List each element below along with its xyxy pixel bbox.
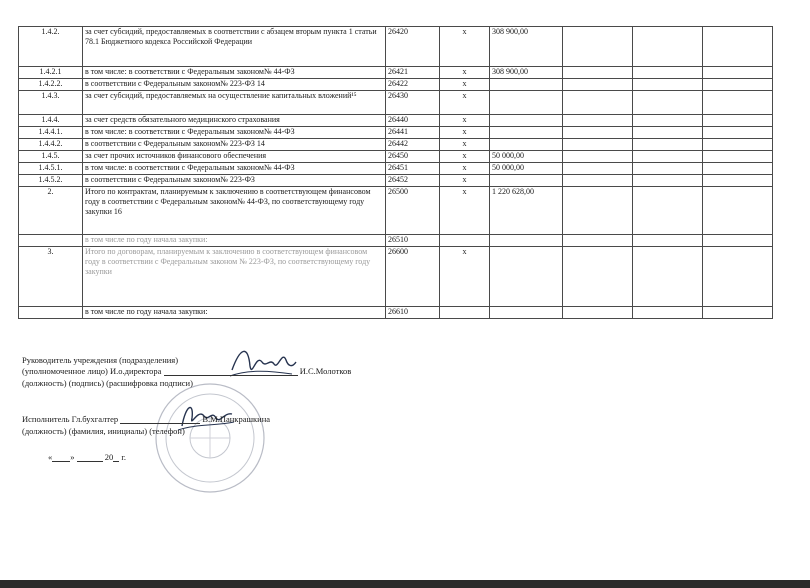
executor-signature-line bbox=[120, 414, 200, 424]
row-description: в соответствии с Федеральным законом№ 223-ФЗ 14 bbox=[83, 139, 386, 151]
head-title: Руководитель учреждения (подразделения) bbox=[22, 355, 179, 365]
row-description: Итого по договорам, планируемым к заключению в соответствующем финансовом году в соответствии с Федеральным законом № 223-ФЗ, по соответствующему году закупки bbox=[83, 247, 386, 307]
scan-bottom-edge bbox=[0, 580, 810, 588]
row-amount bbox=[490, 139, 563, 151]
row-number: 1.4.2.2. bbox=[19, 79, 83, 91]
row-number: 3. bbox=[19, 247, 83, 307]
director-signature-icon bbox=[226, 340, 298, 384]
row-description: за счет средств обязательного медицинского страхования bbox=[83, 115, 386, 127]
table-row bbox=[19, 247, 773, 307]
table-row bbox=[19, 307, 773, 319]
row-number bbox=[19, 307, 83, 319]
executor-line bbox=[22, 414, 270, 424]
plan-table bbox=[18, 26, 773, 319]
row-mark: x bbox=[440, 127, 490, 139]
row-mark: x bbox=[440, 163, 490, 175]
row-empty-cell bbox=[633, 175, 703, 187]
row-empty-cell bbox=[563, 187, 633, 235]
row-number: 1.4.3. bbox=[19, 91, 83, 115]
head-caption: (должность) (подпись) (расшифровка подписи) bbox=[22, 378, 193, 388]
row-empty-cell bbox=[633, 151, 703, 163]
date-day-blank bbox=[52, 452, 70, 462]
date-close-quote: » bbox=[70, 452, 75, 462]
row-code: 26500 bbox=[386, 187, 440, 235]
row-code: 26441 bbox=[386, 127, 440, 139]
row-amount bbox=[490, 175, 563, 187]
row-empty-cell bbox=[563, 139, 633, 151]
row-number: 1.4.4.1. bbox=[19, 127, 83, 139]
row-code: 26420 bbox=[386, 27, 440, 67]
row-mark: x bbox=[440, 79, 490, 91]
row-code: 26442 bbox=[386, 139, 440, 151]
row-amount bbox=[490, 127, 563, 139]
table-row bbox=[19, 127, 773, 139]
row-description: за счет прочих источников финансового обеспечения bbox=[83, 151, 386, 163]
row-empty-cell bbox=[563, 127, 633, 139]
row-description: в том числе: в соответствии с Федеральным законом№ 44-ФЗ bbox=[83, 163, 386, 175]
table-row bbox=[19, 175, 773, 187]
row-empty-cell bbox=[633, 163, 703, 175]
row-empty-cell bbox=[563, 151, 633, 163]
row-amount bbox=[490, 91, 563, 115]
row-description: в том числе по году начала закупки: bbox=[83, 307, 386, 319]
date-year-blank bbox=[113, 452, 119, 462]
row-empty-cell bbox=[703, 79, 773, 91]
row-code: 26430 bbox=[386, 91, 440, 115]
row-description: в соответствии с Федеральным законом№ 223-ФЗ 14 bbox=[83, 79, 386, 91]
date-year: 20 bbox=[104, 452, 114, 462]
row-description: Итого по контрактам, планируемым к заключению в соответствующем финансовом году в соответствии с Федеральным законом№ 44-ФЗ, по соответствующему году закупки 16 bbox=[83, 187, 386, 235]
row-code: 26422 bbox=[386, 79, 440, 91]
row-empty-cell bbox=[563, 79, 633, 91]
table-row bbox=[19, 79, 773, 91]
row-empty-cell bbox=[703, 247, 773, 307]
row-empty-cell bbox=[563, 163, 633, 175]
row-mark: x bbox=[440, 187, 490, 235]
row-amount: 50 000,00 bbox=[490, 151, 563, 163]
row-amount: 1 220 628,00 bbox=[490, 187, 563, 235]
row-mark: x bbox=[440, 115, 490, 127]
row-empty-cell bbox=[633, 115, 703, 127]
row-amount: 308 900,00 bbox=[490, 27, 563, 67]
row-amount: 308 900,00 bbox=[490, 67, 563, 79]
row-code: 26510 bbox=[386, 235, 440, 247]
row-description: в соответствии с Федеральным законом№ 223-ФЗ bbox=[83, 175, 386, 187]
row-empty-cell bbox=[563, 91, 633, 115]
row-number: 1.4.4. bbox=[19, 115, 83, 127]
row-empty-cell bbox=[703, 139, 773, 151]
row-code: 26610 bbox=[386, 307, 440, 319]
executor-position: Исполнитель Гл.бухгалтер bbox=[22, 414, 119, 424]
row-empty-cell bbox=[633, 307, 703, 319]
row-mark: x bbox=[440, 91, 490, 115]
table-row bbox=[19, 91, 773, 115]
row-empty-cell bbox=[703, 151, 773, 163]
row-empty-cell bbox=[563, 67, 633, 79]
row-code: 26421 bbox=[386, 67, 440, 79]
table-row bbox=[19, 115, 773, 127]
row-empty-cell bbox=[703, 307, 773, 319]
table-row bbox=[19, 67, 773, 79]
date-open-quote: « bbox=[48, 452, 53, 462]
date-line bbox=[48, 452, 126, 462]
table-row bbox=[19, 139, 773, 151]
row-code: 26452 bbox=[386, 175, 440, 187]
row-empty-cell bbox=[703, 127, 773, 139]
row-number: 1.4.5.2. bbox=[19, 175, 83, 187]
row-empty-cell bbox=[633, 235, 703, 247]
row-empty-cell bbox=[633, 139, 703, 151]
row-code: 26600 bbox=[386, 247, 440, 307]
row-empty-cell bbox=[703, 187, 773, 235]
row-amount: 50 000,00 bbox=[490, 163, 563, 175]
row-empty-cell bbox=[703, 115, 773, 127]
row-mark: x bbox=[440, 151, 490, 163]
row-empty-cell bbox=[563, 27, 633, 67]
table-row bbox=[19, 187, 773, 235]
row-code: 26451 bbox=[386, 163, 440, 175]
row-empty-cell bbox=[633, 247, 703, 307]
row-number: 2. bbox=[19, 187, 83, 235]
row-description: за счет субсидий, предоставляемых в соответствии с абзацем вторым пункта 1 статьи 78.1 Бюджетного кодекса Российской Федерации bbox=[83, 27, 386, 67]
row-empty-cell bbox=[563, 175, 633, 187]
table-row bbox=[19, 235, 773, 247]
row-number: 1.4.2. bbox=[19, 27, 83, 67]
row-number: 1.4.2.1 bbox=[19, 67, 83, 79]
row-amount bbox=[490, 247, 563, 307]
row-description: в том числе: в соответствии с Федеральным законом№ 44-ФЗ bbox=[83, 127, 386, 139]
row-mark bbox=[440, 307, 490, 319]
stamp-seal-icon bbox=[150, 378, 270, 498]
row-empty-cell bbox=[703, 91, 773, 115]
row-empty-cell bbox=[633, 127, 703, 139]
row-empty-cell bbox=[563, 247, 633, 307]
executor-name: В.М.Панкрашкина bbox=[202, 414, 271, 424]
row-empty-cell bbox=[563, 235, 633, 247]
plan-table-body bbox=[19, 27, 773, 319]
row-code: 26450 bbox=[386, 151, 440, 163]
row-number bbox=[19, 235, 83, 247]
row-empty-cell bbox=[633, 67, 703, 79]
row-amount bbox=[490, 235, 563, 247]
row-mark: x bbox=[440, 175, 490, 187]
head-signature-line bbox=[164, 366, 298, 376]
date-suffix: г. bbox=[121, 452, 127, 462]
head-position-line bbox=[22, 366, 351, 376]
row-empty-cell bbox=[703, 235, 773, 247]
head-name: И.С.Молотков bbox=[299, 366, 352, 376]
row-empty-cell bbox=[633, 187, 703, 235]
row-mark bbox=[440, 235, 490, 247]
date-month-blank bbox=[77, 452, 103, 462]
row-amount bbox=[490, 115, 563, 127]
row-empty-cell bbox=[703, 27, 773, 67]
row-mark: x bbox=[440, 247, 490, 307]
row-empty-cell bbox=[703, 67, 773, 79]
row-number: 1.4.4.2. bbox=[19, 139, 83, 151]
row-description: в том числе: в соответствии с Федеральным законом№ 44-ФЗ bbox=[83, 67, 386, 79]
row-mark: x bbox=[440, 27, 490, 67]
executor-caption: (должность) (фамилия, инициалы) (телефон) bbox=[22, 426, 185, 436]
head-position: (уполномоченное лицо) И.о.директора bbox=[22, 366, 162, 376]
row-empty-cell bbox=[563, 115, 633, 127]
row-amount bbox=[490, 79, 563, 91]
row-description: за счет субсидий, предоставляемых на осуществление капитальных вложений¹⁵ bbox=[83, 91, 386, 115]
row-amount bbox=[490, 307, 563, 319]
row-empty-cell bbox=[563, 307, 633, 319]
row-empty-cell bbox=[633, 79, 703, 91]
row-empty-cell bbox=[703, 163, 773, 175]
table-row bbox=[19, 27, 773, 67]
row-empty-cell bbox=[703, 175, 773, 187]
row-description: в том числе по году начала закупки: bbox=[83, 235, 386, 247]
row-number: 1.4.5. bbox=[19, 151, 83, 163]
row-number: 1.4.5.1. bbox=[19, 163, 83, 175]
row-mark: x bbox=[440, 139, 490, 151]
row-mark: x bbox=[440, 67, 490, 79]
row-empty-cell bbox=[633, 27, 703, 67]
row-code: 26440 bbox=[386, 115, 440, 127]
row-empty-cell bbox=[633, 91, 703, 115]
table-row bbox=[19, 163, 773, 175]
table-row bbox=[19, 151, 773, 163]
